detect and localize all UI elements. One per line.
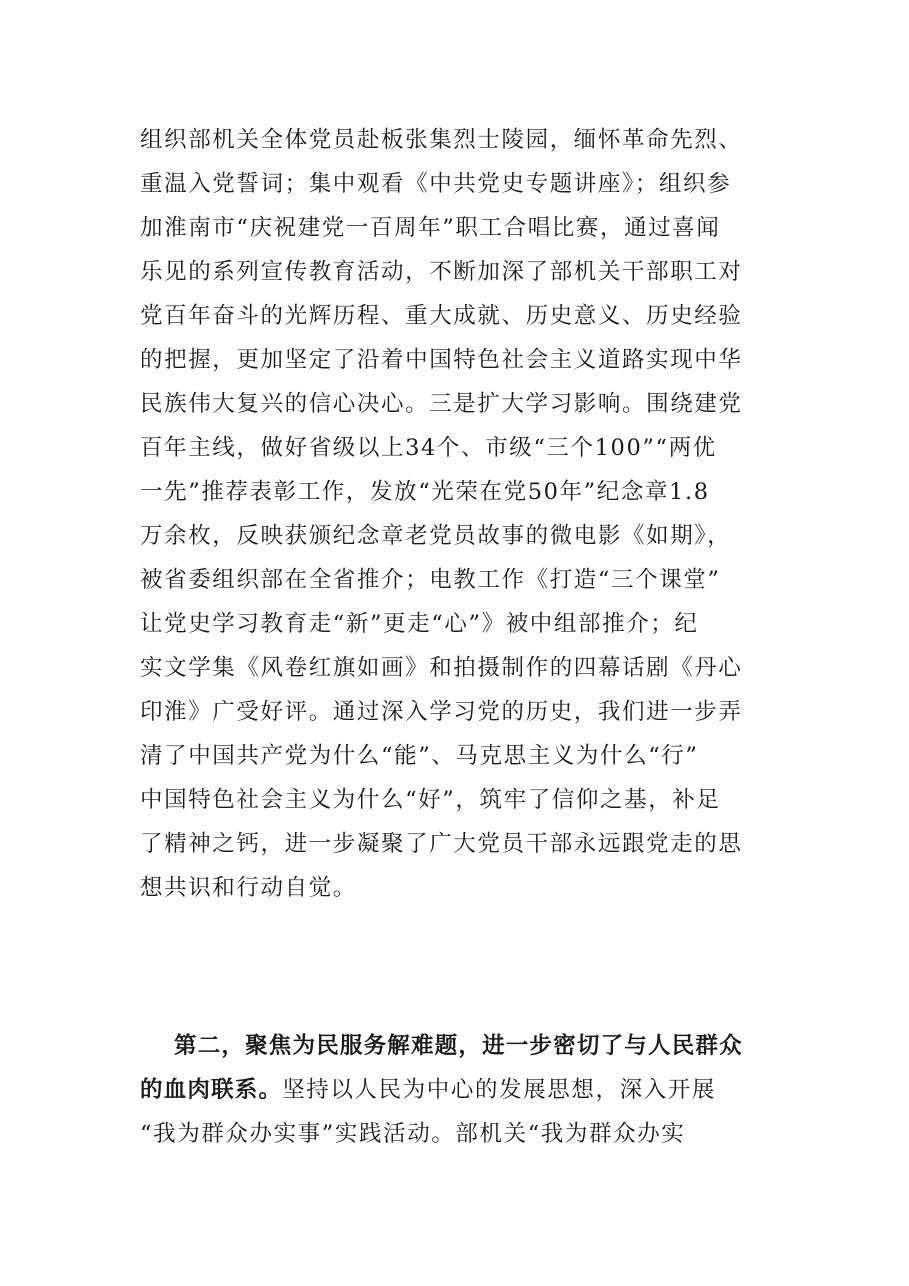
- paragraph-line: 清了中国共产党为什么“能”、马克思主义为什么“行”: [140, 743, 699, 769]
- paragraph-line: 中国特色社会主义为什么“好”，筑牢了信仰之基，补足: [140, 787, 721, 813]
- paragraph-line: 乐见的系列宣传教育活动，不断加深了部机关干部职工对: [140, 259, 743, 285]
- paragraph-line: 民族伟大复兴的信心决心。三是扩大学习影响。围绕建党: [140, 391, 743, 417]
- paragraph-line: “我为群众办实事”实践活动。部机关“我为群众办实: [140, 1121, 686, 1147]
- paragraph-line: 被省委组织部在全省推介；电教工作《打造“三个课堂”: [140, 567, 721, 593]
- paragraph-line: 党百年奋斗的光辉历程、重大成就、历史意义、历史经验: [140, 303, 743, 329]
- paragraph-line: 想共识和行动自觉。: [140, 875, 357, 901]
- paragraph-text: 坚持以人民为中心的发展思想，深入开展: [282, 1077, 717, 1103]
- paragraph-line: 实文学集《风卷红旗如画》和拍摄制作的四幕话剧《丹心: [140, 655, 743, 681]
- section-lead-heading: 第二，聚焦为民服务解难题，进一步密切了与人民群众: [174, 1033, 743, 1059]
- paragraph-line: 加淮南市“庆祝建党一百周年”职工合唱比赛，通过喜闻: [140, 215, 721, 241]
- paragraph-line: 重温入党誓词；集中观看《中共党史专题讲座》；组织参: [140, 171, 732, 197]
- paragraph-line: 万余枚，反映获颁纪念章老党员故事的微电影《如期》，: [140, 523, 732, 549]
- section-lead-heading-end: 的血肉联系。: [140, 1077, 283, 1103]
- paragraph-line: 组织部机关全体党员赴板张集烈士陵园，缅怀革命先烈、: [140, 127, 743, 153]
- paragraph-line: 让党史学习教育走“新”更走“心”》被中组部推介；纪: [140, 611, 699, 637]
- paragraph-line: [140, 1068, 780, 1112]
- paragraph-line: 一先”推荐表彰工作，发放“光荣在党50年”纪念章1.8: [140, 479, 710, 505]
- paragraph-party-history-study: [140, 118, 780, 910]
- paragraph-line: 的把握，更加坚定了沿着中国特色社会主义道路实现中华: [140, 347, 743, 373]
- paragraph-line: 了精神之钙，进一步凝聚了广大党员干部永远跟党走的思: [140, 831, 743, 857]
- paragraph-line: 印淮》广受好评。通过深入学习党的历史，我们进一步弄: [140, 699, 743, 725]
- paragraph-line: 百年主线，做好省级以上34个、市级“三个100”“两优: [140, 435, 717, 461]
- paragraph-serve-the-people: [140, 1024, 780, 1156]
